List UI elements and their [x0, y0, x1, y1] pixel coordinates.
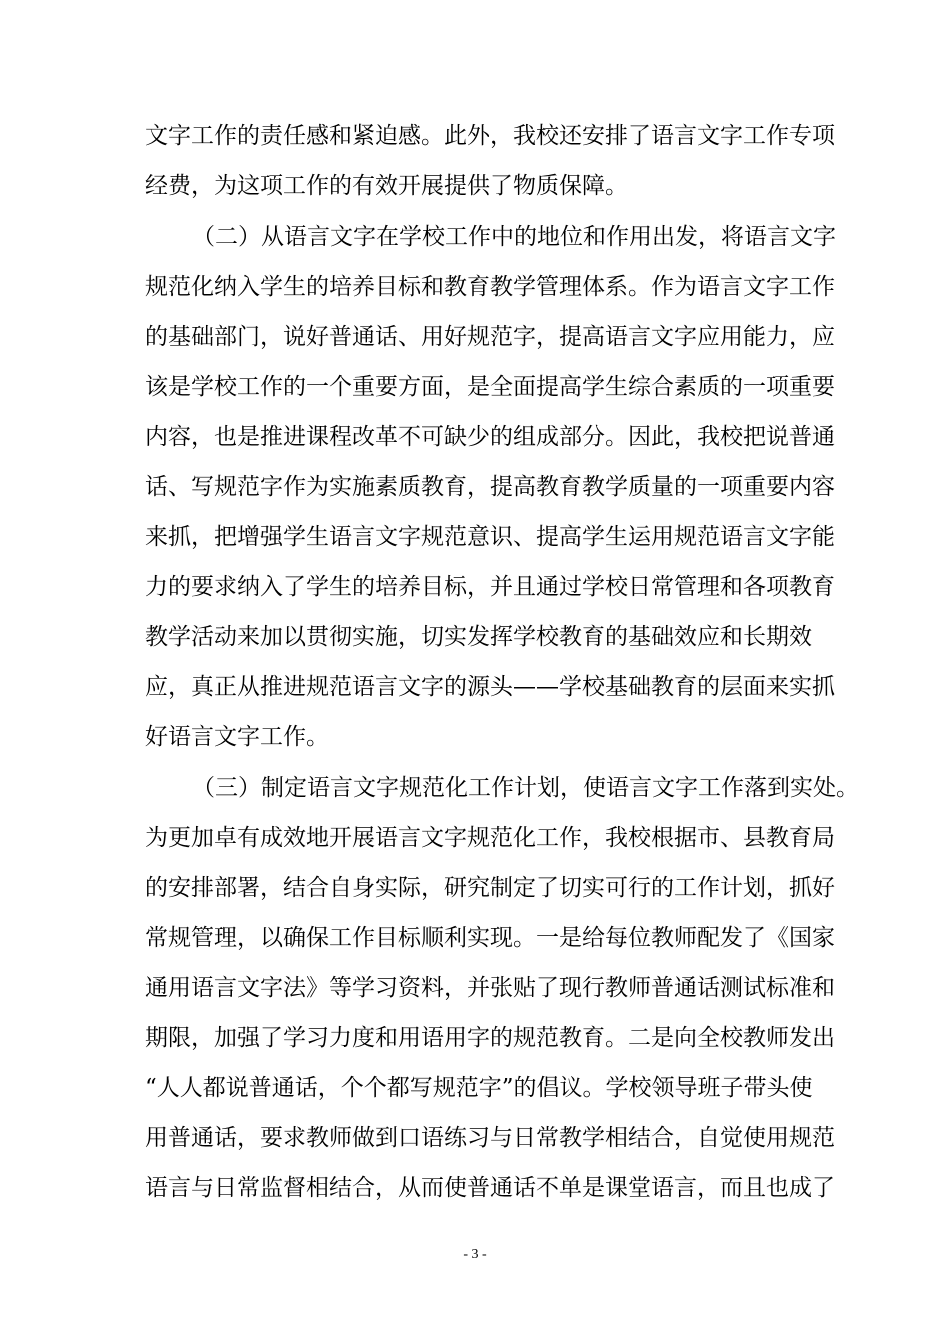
- page-number: - 3 -: [463, 1247, 487, 1262]
- text-line: 期限，加强了学习力度和用语用字的规范教育。二是向全校教师发出: [145, 1025, 835, 1051]
- text-line: 力的要求纳入了学生的培养目标，并且通过学校日常管理和各项教育: [145, 574, 835, 600]
- text-line: 语言与日常监督相结合，从而使普通话不单是课堂语言，而且也成了: [145, 1175, 835, 1201]
- text-line: 经费，为这项工作的有效开展提供了物质保障。: [145, 173, 628, 199]
- paragraph-start-line: （三）制定语言文字规范化工作计划，使语言文字工作落到实处。: [192, 775, 859, 801]
- text-line: 通用语言文字法》等学习资料，并张贴了现行教师普通话测试标准和: [145, 975, 835, 1001]
- text-line: 的基础部门，说好普通话、用好规范字，提高语言文字应用能力，应: [145, 324, 835, 350]
- text-line: 内容，也是推进课程改革不可缺少的组成部分。因此，我校把说普通: [145, 424, 835, 450]
- text-line: 规范化纳入学生的培养目标和教育教学管理体系。作为语言文字工作: [145, 274, 835, 300]
- text-line: 用普通话，要求教师做到口语练习与日常教学相结合，自觉使用规范: [145, 1125, 835, 1151]
- text-line: “人人都说普通话，个个都写规范字”的倡议。学校领导班子带头使: [145, 1075, 813, 1101]
- text-line: 为更加卓有成效地开展语言文字规范化工作，我校根据市、县教育局: [145, 825, 835, 851]
- text-line: 该是学校工作的一个重要方面，是全面提高学生综合素质的一项重要: [145, 374, 835, 400]
- text-line: 来抓，把增强学生语言文字规范意识、提高学生运用规范语言文字能: [145, 524, 835, 550]
- text-line: 话、写规范字作为实施素质教育，提高教育教学质量的一项重要内容: [145, 474, 835, 500]
- text-line: 常规管理，以确保工作目标顺利实现。一是给每位教师配发了《国家: [145, 925, 835, 951]
- text-line: 文字工作的责任感和紧迫感。此外，我校还安排了语言文字工作专项: [145, 123, 835, 149]
- text-line: 应，真正从推进规范语言文字的源头——学校基础教育的层面来实抓: [145, 674, 835, 700]
- text-line: 好语言文字工作。: [145, 724, 329, 750]
- text-line: 教学活动来加以贯彻实施，切实发挥学校教育的基础效应和长期效: [145, 624, 812, 650]
- paragraph-start-line: （二）从语言文字在学校工作中的地位和作用出发，将语言文字: [192, 224, 836, 250]
- text-line: 的安排部署，结合自身实际，研究制定了切实可行的工作计划，抓好: [145, 875, 835, 901]
